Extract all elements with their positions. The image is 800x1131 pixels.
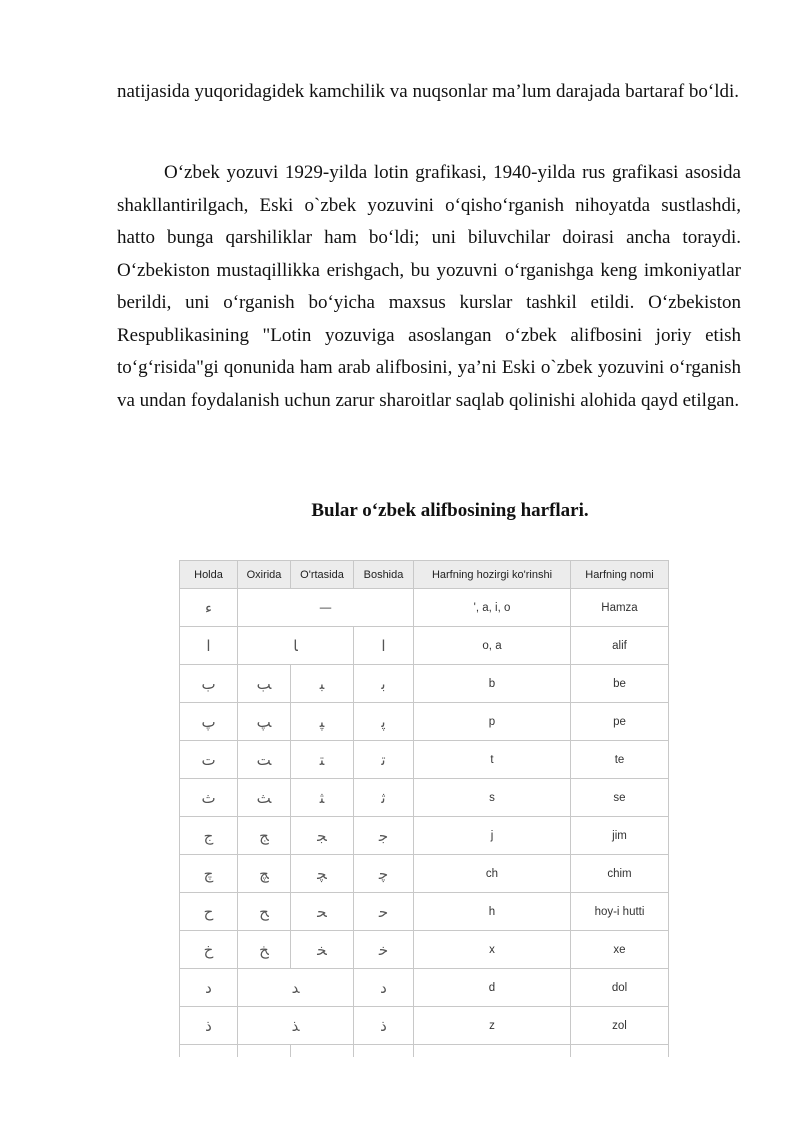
cell-nomi: se (571, 779, 669, 817)
cell-oxirida-ortasida: ﺎ (238, 627, 354, 665)
header-nomi: Harfning nomi (571, 561, 669, 589)
cell-holda: ج (180, 817, 238, 855)
cell-oxirida: ﺖ (238, 741, 291, 779)
table-row (180, 627, 669, 665)
table-row (180, 1007, 669, 1045)
table-row (180, 665, 669, 703)
table-row (180, 741, 669, 779)
table-row (180, 779, 669, 817)
cell-ortasida: ﺠ (291, 817, 354, 855)
cell-ortasida: ﺘ (291, 741, 354, 779)
cell-oxirida: ﺦ (238, 931, 291, 969)
cell-ortasida: ﺨ (291, 931, 354, 969)
cell-holda: ت (180, 741, 238, 779)
cell-holda: ذ (180, 1007, 238, 1045)
cell-oxirida: ﭗ (238, 703, 291, 741)
cell-nomi: jim (571, 817, 669, 855)
cell-ortasida: ﭙ (291, 703, 354, 741)
cell-holda: ا (180, 627, 238, 665)
cell-nomi: xe (571, 931, 669, 969)
table-row (180, 893, 669, 931)
cell-hozirgi: s (414, 779, 571, 817)
table-header-row (180, 561, 669, 589)
cell-holda: ب (180, 665, 238, 703)
cell-ortasida: ﺒ (291, 665, 354, 703)
cell-boshida: ﭘ (354, 703, 414, 741)
cell-holda: خ (180, 931, 238, 969)
cell-nomi: hoy-i hutti (571, 893, 669, 931)
cell-hozirgi: ch (414, 855, 571, 893)
cell-hozirgi: p (414, 703, 571, 741)
cell-holda: چ (180, 855, 238, 893)
table-row (180, 589, 669, 627)
cell-holda: ث (180, 779, 238, 817)
cell-hozirgi: ', a, i, o (414, 589, 571, 627)
cell-nomi: te (571, 741, 669, 779)
cell-hozirgi: o, a (414, 627, 571, 665)
cell-oxirida-ortasida: ﺪ (238, 969, 354, 1007)
table-row (180, 969, 669, 1007)
cell-ortasida: ﭽ (291, 855, 354, 893)
cell-hozirgi: z (414, 1007, 571, 1045)
cell-nomi: pe (571, 703, 669, 741)
cell-oxirida: ﭻ (238, 855, 291, 893)
cell-nomi: chim (571, 855, 669, 893)
cell-nomi: alif (571, 627, 669, 665)
header-holda: Holda (180, 561, 238, 589)
cell-boshida: ا (354, 627, 414, 665)
cell-holda: پ (180, 703, 238, 741)
cell-boshida: ذ (354, 1007, 414, 1045)
cell-boshida: ﺛ (354, 779, 414, 817)
cell-boshida: ﺑ (354, 665, 414, 703)
cell-holda: ء (180, 589, 238, 627)
cell-oxirida: ﺚ (238, 779, 291, 817)
cell-holda: ح (180, 893, 238, 931)
cell-boshida: ﺗ (354, 741, 414, 779)
cell-hozirgi: j (414, 817, 571, 855)
cell-hozirgi: d (414, 969, 571, 1007)
cell-oxirida-ortasida: ﺬ (238, 1007, 354, 1045)
cell-boshida: د (354, 969, 414, 1007)
cell-hozirgi: b (414, 665, 571, 703)
cell-merged: — (238, 589, 414, 627)
cell-oxirida: ﺞ (238, 817, 291, 855)
cell-nomi: be (571, 665, 669, 703)
cell-boshida: ﭼ (354, 855, 414, 893)
cell-boshida: ﺧ (354, 931, 414, 969)
table-row (180, 703, 669, 741)
header-oxirida: Oxirida (238, 561, 291, 589)
cell-hozirgi: h (414, 893, 571, 931)
cell-ortasida: ﺜ (291, 779, 354, 817)
cell-nomi: zol (571, 1007, 669, 1045)
header-boshida: Boshida (354, 561, 414, 589)
paragraph-1: natijasida yuqoridagidek kamchilik va nuqsonlar ma’lum darajada bartaraf bo‘ldi. (117, 81, 740, 102)
cell-hozirgi: x (414, 931, 571, 969)
header-ortasida: O'rtasida (291, 561, 354, 589)
cell-holda: د (180, 969, 238, 1007)
paragraph-2: O‘zbek yozuvi 1929-yilda lotin grafikasi, 1940-yilda rus grafikasi asosida shakllantirilgach, Eski o`zbek yozuvini o‘qisho‘rganish nihoyatda sustlashdi, hatto bunga qarshiliklar ham bo‘ldi; uni biluvchilar doirasi ancha toraydi. O‘zbekiston mustaqillikka erishgach, bu yozuvni o‘rganishga keng imkoniyatlar berildi, uni o‘rganish bo‘yicha maxsus kurslar tashkil etildi. O‘zbekiston Respublikasining "Lotin yozuviga asoslangan o‘zbek alifbosini joriy etish to‘g‘risida"gi qonunida ham arab alifbosini, ya’ni Eski o`zbek yozuvini o‘rganish va undan foydalanish uchun zarur sharoitlar saqlab qolinishi alohida qayd etilgan. (117, 162, 741, 411)
cell-ortasida: ﺤ (291, 893, 354, 931)
alphabet-table-container (179, 560, 668, 1057)
table-caption: Bular o‘zbek alifbosining harflari. (311, 500, 589, 521)
cell-boshida: ﺣ (354, 893, 414, 931)
table-row (180, 855, 669, 893)
alphabet-table (179, 560, 669, 1057)
cell-boshida: ﺟ (354, 817, 414, 855)
cell-oxirida: ﺐ (238, 665, 291, 703)
cell-nomi: Hamza (571, 589, 669, 627)
table-row (180, 931, 669, 969)
table-row (180, 817, 669, 855)
cell-nomi: dol (571, 969, 669, 1007)
cell-oxirida: ﺢ (238, 893, 291, 931)
header-hozirgi: Harfning hozirgi ko'rinshi (414, 561, 571, 589)
cell-hozirgi: t (414, 741, 571, 779)
table-row-cut-off (180, 1045, 669, 1058)
